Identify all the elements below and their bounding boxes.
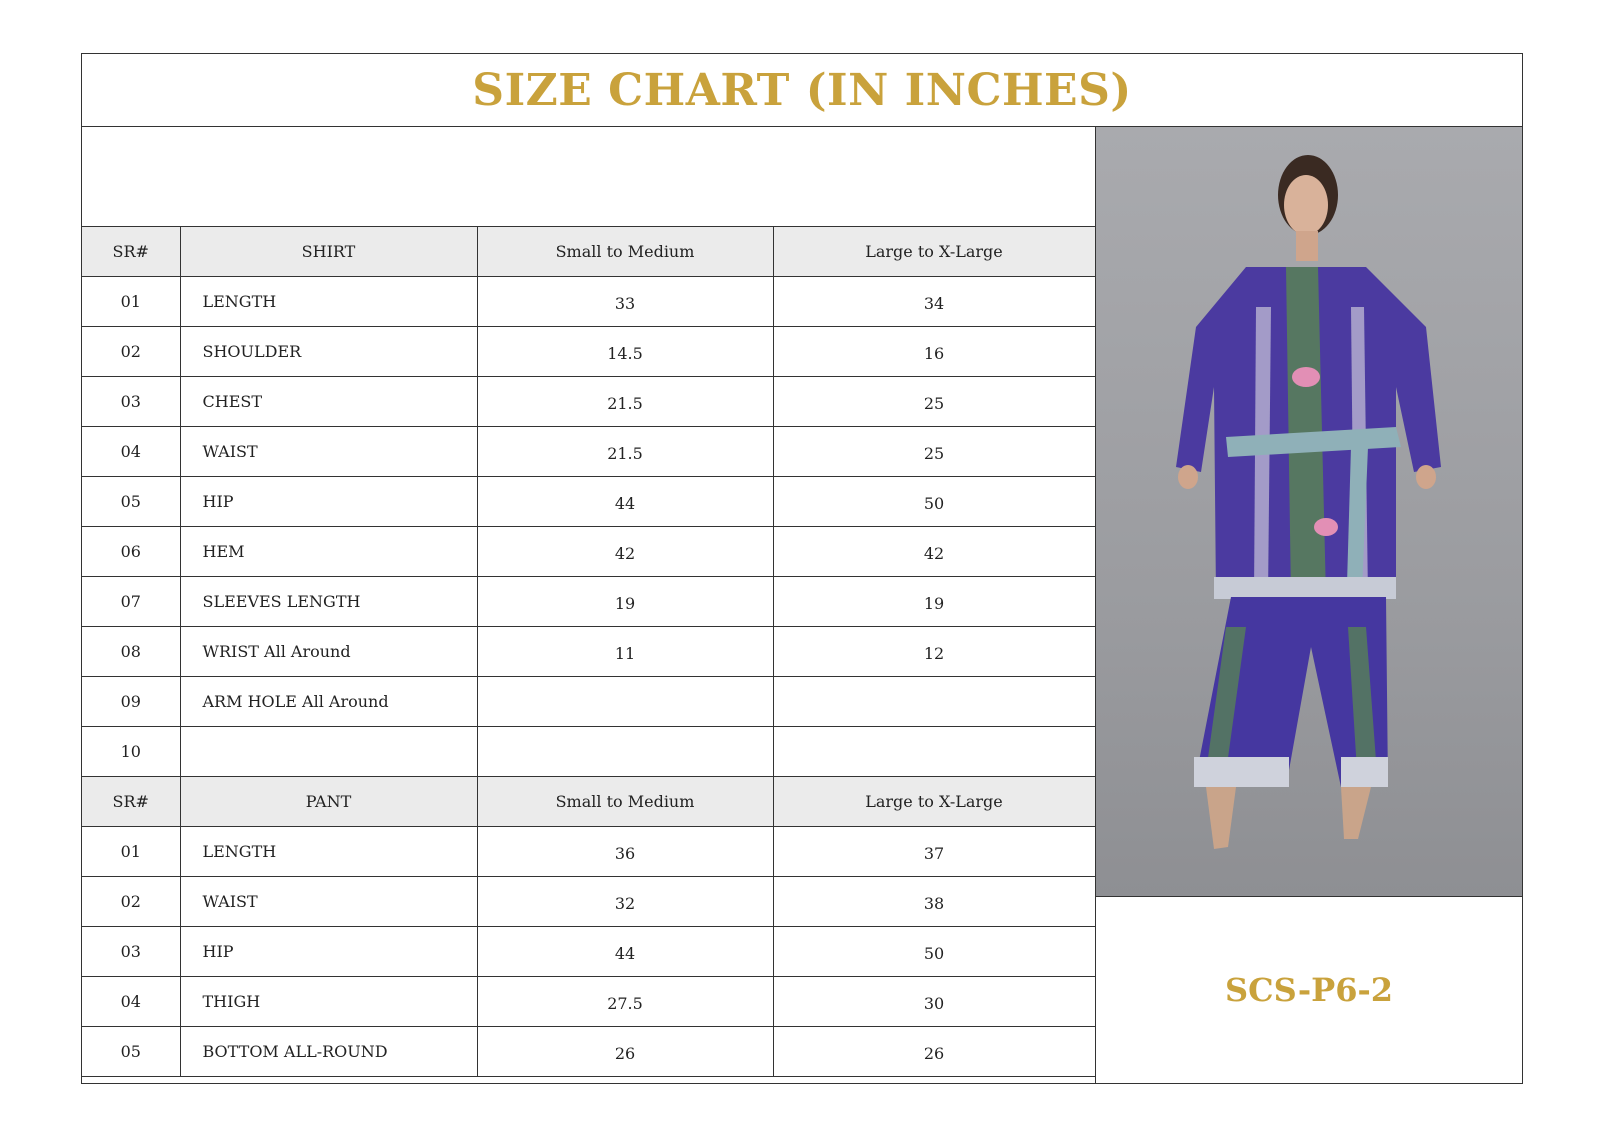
sr-header: SR#: [82, 777, 180, 827]
sr-cell: 08: [82, 627, 180, 677]
title-bar: [82, 54, 1522, 127]
large-to-xlarge-header: Large to X-Large: [773, 777, 1095, 827]
large-to-xlarge-value: 34: [773, 277, 1095, 327]
large-to-xlarge-value: 26: [773, 1027, 1095, 1077]
large-to-xlarge-header: Large to X-Large: [773, 227, 1095, 277]
pant-header: PANT: [180, 777, 477, 827]
small-to-medium-value: 36: [477, 827, 773, 877]
sr-cell: 05: [82, 477, 180, 527]
sr-cell: 10: [82, 727, 180, 777]
sr-cell: 01: [82, 827, 180, 877]
measurement-name-cell: SLEEVES LENGTH: [180, 577, 477, 627]
measurement-name-cell: WRIST All Around: [180, 627, 477, 677]
small-to-medium-value: 44: [477, 477, 773, 527]
measurement-name-cell: LENGTH: [180, 827, 477, 877]
page-title: SIZE CHART (IN INCHES): [472, 64, 1132, 116]
small-to-medium-value: 11: [477, 627, 773, 677]
small-to-medium-value: 33: [477, 277, 773, 327]
sr-cell: 03: [82, 377, 180, 427]
measurement-name-cell: THIGH: [180, 977, 477, 1027]
large-to-xlarge-value: 42: [773, 527, 1095, 577]
measurement-name-cell: HIP: [180, 477, 477, 527]
measurement-name-cell: LENGTH: [180, 277, 477, 327]
large-to-xlarge-value: 19: [773, 577, 1095, 627]
shirt-table-row: [82, 727, 1095, 777]
shirt-table-row: [82, 327, 1095, 377]
small-to-medium-header: Small to Medium: [477, 777, 773, 827]
large-to-xlarge-value: 25: [773, 427, 1095, 477]
shirt-header: SHIRT: [180, 227, 477, 277]
large-to-xlarge-value: 50: [773, 927, 1095, 977]
measurement-name-cell: BOTTOM ALL-ROUND: [180, 1027, 477, 1077]
large-to-xlarge-value: 37: [773, 827, 1095, 877]
sr-cell: 06: [82, 527, 180, 577]
shirt-table-row: [82, 627, 1095, 677]
sr-cell: 02: [82, 877, 180, 927]
product-code: SCS-P6-2: [1224, 971, 1393, 1009]
sr-cell: 09: [82, 677, 180, 727]
small-to-medium-value: [477, 677, 773, 727]
large-to-xlarge-value: 12: [773, 627, 1095, 677]
large-to-xlarge-value: [773, 727, 1095, 777]
small-to-medium-value: 44: [477, 927, 773, 977]
small-to-medium-value: 21.5: [477, 377, 773, 427]
shirt-table-row: [82, 527, 1095, 577]
small-to-medium-value: 21.5: [477, 427, 773, 477]
product-code-box: [1095, 897, 1522, 1083]
small-to-medium-value: 26: [477, 1027, 773, 1077]
sr-cell: 05: [82, 1027, 180, 1077]
sr-cell: 04: [82, 427, 180, 477]
pant-table-row: [82, 877, 1095, 927]
measurement-name-cell: SHOULDER: [180, 327, 477, 377]
measurement-name-cell: CHEST: [180, 377, 477, 427]
measurement-name-cell: WAIST: [180, 877, 477, 927]
small-to-medium-value: 27.5: [477, 977, 773, 1027]
large-to-xlarge-value: 16: [773, 327, 1095, 377]
shirt-table-row: [82, 427, 1095, 477]
pant-table-row: [82, 827, 1095, 877]
measurement-name-cell: [180, 727, 477, 777]
large-to-xlarge-value: [773, 677, 1095, 727]
small-to-medium-value: 32: [477, 877, 773, 927]
small-to-medium-value: 14.5: [477, 327, 773, 377]
size-table: [82, 226, 1096, 1077]
large-to-xlarge-value: 38: [773, 877, 1095, 927]
size-chart-frame: [81, 53, 1523, 1084]
model-illustration: [1096, 127, 1522, 897]
pant-header-row: [82, 777, 1095, 827]
large-to-xlarge-value: 50: [773, 477, 1095, 527]
shirt-header-row: [82, 227, 1095, 277]
size-table-body: [82, 227, 1095, 1077]
sr-cell: 07: [82, 577, 180, 627]
measurement-name-cell: ARM HOLE All Around: [180, 677, 477, 727]
shirt-table-row: [82, 477, 1095, 527]
pant-table-row: [82, 977, 1095, 1027]
measurement-name-cell: HEM: [180, 527, 477, 577]
sr-cell: 01: [82, 277, 180, 327]
shirt-table-row: [82, 377, 1095, 427]
large-to-xlarge-value: 30: [773, 977, 1095, 1027]
sr-cell: 02: [82, 327, 180, 377]
small-to-medium-value: 42: [477, 527, 773, 577]
blank-area: [82, 127, 1095, 226]
measurement-name-cell: WAIST: [180, 427, 477, 477]
small-to-medium-header: Small to Medium: [477, 227, 773, 277]
measurement-name-cell: HIP: [180, 927, 477, 977]
sr-header: SR#: [82, 227, 180, 277]
shirt-table-row: [82, 277, 1095, 327]
small-to-medium-value: [477, 727, 773, 777]
pant-table-row: [82, 1027, 1095, 1077]
shirt-table-row: [82, 577, 1095, 627]
small-to-medium-value: 19: [477, 577, 773, 627]
model-photo: [1095, 127, 1522, 897]
sr-cell: 04: [82, 977, 180, 1027]
pant-table-row: [82, 927, 1095, 977]
sr-cell: 03: [82, 927, 180, 977]
shirt-table-row: [82, 677, 1095, 727]
large-to-xlarge-value: 25: [773, 377, 1095, 427]
